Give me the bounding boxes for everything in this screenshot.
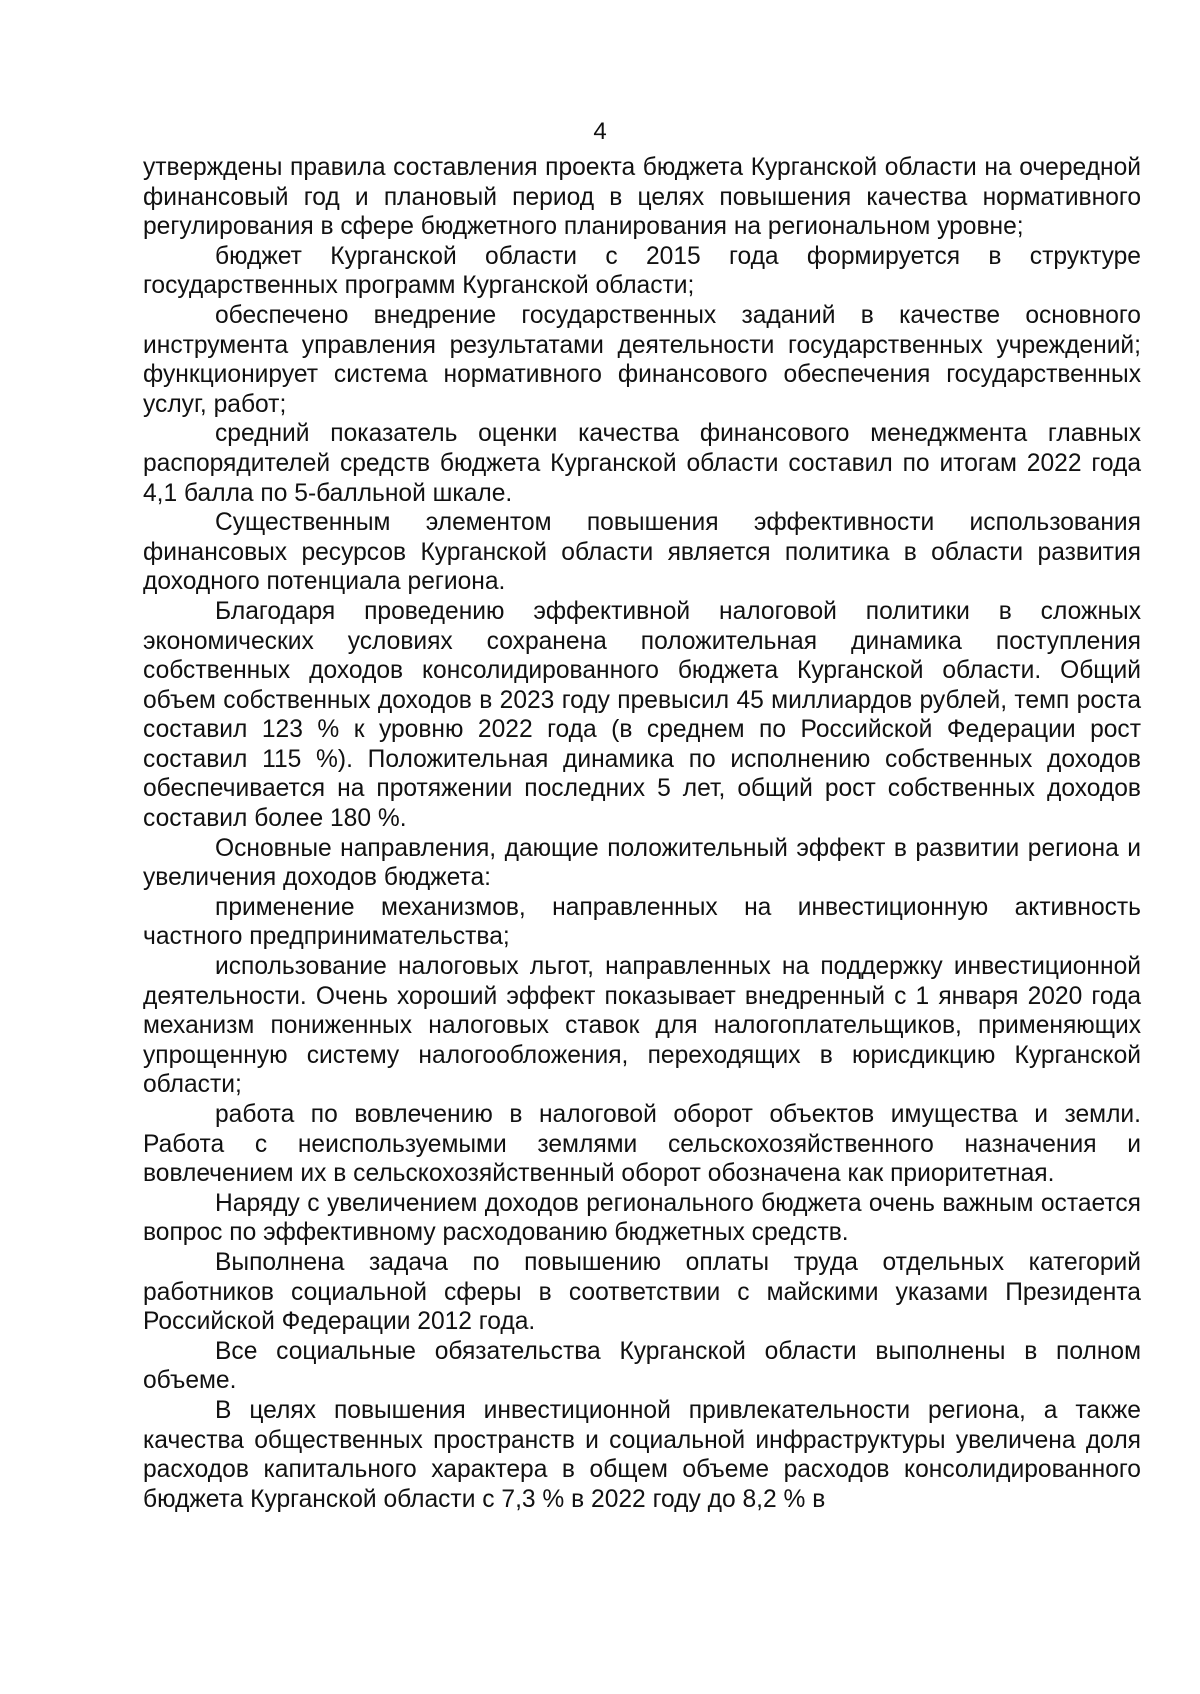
paragraph: Выполнена задача по повышению оплаты труда отдельных категорий работников социальной сферы в соответствии с майскими указами Президента Российской Федерации 2012 года. bbox=[143, 1248, 1141, 1336]
paragraph: Основные направления, дающие положительный эффект в развитии региона и увеличения доходов бюджета: bbox=[143, 834, 1141, 892]
paragraph: работа по вовлечению в налоговой оборот объектов имущества и земли. Работа с неиспользуемыми землями сельскохозяйственного назначения и вовлечением их в сельскохозяйственный оборот обозначена как приоритетная. bbox=[143, 1101, 1141, 1188]
paragraph: средний показатель оценки качества финансового менеджмента главных распорядителей средств бюджета Курганской области составил по итогам 2022 года 4,1 балла по 5-балльной шкале. bbox=[143, 420, 1141, 507]
paragraph: использование налоговых льгот, направленных на поддержку инвестиционной деятельности. Очень хороший эффект показывает внедренный с 1 января 2020 года механизм пониженных налоговых ставок для налогоплательщиков, применяющих упрощенную систему налогообложения, переходящих в юрисдикцию Курганской области; bbox=[143, 953, 1141, 1099]
paragraph: Наряду с увеличением доходов регионального бюджета очень важным остается вопрос по эффективному расходованию бюджетных средств. bbox=[143, 1189, 1141, 1247]
paragraph: В целях повышения инвестиционной привлекательности региона, а также качества общественных пространств и социальной инфраструктуры увеличена доля расходов капитального характера в общем объеме расходов консолидированного бюджета Курганской области с 7,3 % в 2022 году до 8,2 % в bbox=[143, 1396, 1141, 1513]
paragraph: Благодаря проведению эффективной налоговой политики в сложных экономических условиях сохранена положительная динамика поступления собственных доходов консолидированного бюджета Курганской области. Общий объем собственных доходов в 2023 году превысил 45 миллиардов рублей, темп роста составил 123 % к уровню 2022 года (в среднем по Российской Федерации рост составил 115 %). Положительная динамика по исполнению собственных доходов обеспечивается на протяжении последних 5 лет, общий рост собственных доходов составил более 180 %. bbox=[143, 597, 1141, 833]
document-body bbox=[143, 153, 1141, 1514]
paragraph: обеспечено внедрение государственных заданий в качестве основного инструмента управления результатами деятельности государственных учреждений; функционирует система нормативного финансового обеспечения государственных услуг, работ; bbox=[143, 301, 1141, 418]
paragraph: Существенным элементом повышения эффективности использования финансовых ресурсов Курганской области является политика в области развития доходного потенциала региона. bbox=[143, 509, 1141, 596]
page-number: 4 bbox=[593, 118, 607, 145]
paragraph-continued: утверждены правила составления проекта бюджета Курганской области на очередной финансовый год и плановый период в целях повышения качества нормативного регулирования в сфере бюджетного планирования на региональном уровне; bbox=[143, 154, 1141, 241]
paragraph: Все социальные обязательства Курганской области выполнены в полном объеме. bbox=[143, 1337, 1141, 1395]
paragraph: применение механизмов, направленных на инвестиционную активность частного предпринимательства; bbox=[143, 893, 1141, 951]
paragraph: бюджет Курганской области с 2015 года формируется в структуре государственных программ Курганской области; bbox=[143, 242, 1141, 300]
